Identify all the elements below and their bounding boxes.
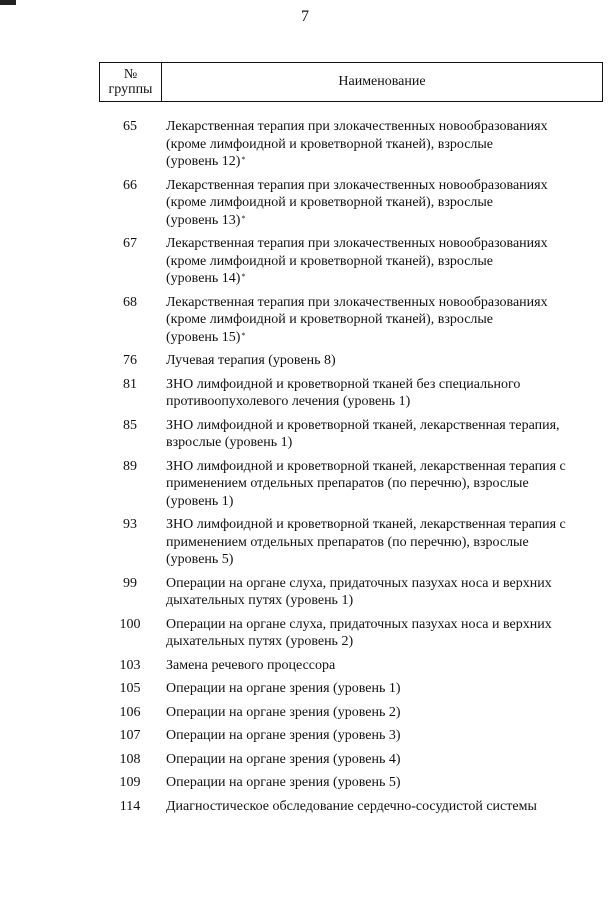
group-name-line — [166, 235, 603, 253]
group-name — [161, 575, 603, 610]
header-name-cell: Наименование — [338, 74, 426, 89]
table-header — [99, 62, 603, 102]
group-name-line — [166, 253, 603, 271]
group-name-text: (кроме лимфоидной и кроветворной тканей), взрослые — [166, 195, 494, 210]
group-name-line — [166, 680, 603, 698]
group-name-text: Замена речевого процессора — [166, 657, 336, 673]
group-name-text: применением отдельных препаратов (по перечню), взрослые — [166, 476, 529, 491]
table-row — [99, 235, 603, 288]
footnote-mark: * — [241, 213, 246, 223]
group-name-line — [166, 311, 603, 329]
group-number: 114 — [119, 798, 141, 814]
group-name — [161, 680, 603, 698]
group-name-text: (кроме лимфоидной и кроветворной тканей), взрослые — [166, 312, 494, 327]
group-number: 66 — [123, 177, 137, 193]
table-row — [99, 704, 603, 722]
page-number: 7 — [301, 8, 309, 25]
group-name-line — [166, 212, 603, 230]
group-name-line — [166, 458, 603, 476]
group-name — [161, 798, 603, 816]
group-name — [161, 727, 603, 745]
group-name-text: Операции на органе слуха, придаточных пазухах носа и верхних — [166, 616, 552, 632]
group-name — [161, 458, 603, 511]
group-name-text: Лекарственная терапия при злокачественных новообразованиях — [166, 177, 548, 193]
footnote-mark: * — [241, 155, 246, 164]
group-name-text: (уровень 1) — [166, 493, 234, 509]
table-row — [99, 417, 603, 452]
group-name-line — [166, 727, 603, 745]
group-name-line — [166, 417, 603, 435]
group-name-line — [166, 329, 603, 347]
table-row — [99, 575, 603, 610]
group-name — [161, 516, 603, 569]
group-name-line — [166, 376, 603, 394]
header-group-number-line2: группы — [108, 82, 153, 97]
group-number: 105 — [119, 681, 141, 696]
group-number: 81 — [123, 376, 137, 392]
group-name-text: противоопухолевого лечения (уровень 1) — [166, 394, 411, 409]
group-name-text: Диагностическое обследование сердечно-сосудистой системы — [166, 798, 537, 814]
group-list — [99, 118, 603, 821]
group-name-line — [166, 774, 603, 792]
group-name — [161, 417, 603, 452]
group-name-text: ЗНО лимфоидной и кроветворной тканей, лекарственная терапия, — [166, 417, 560, 433]
group-name — [161, 177, 603, 230]
group-number: 109 — [119, 775, 141, 790]
group-name-text: Лучевая терапия (уровень 8) — [166, 353, 336, 368]
group-number: 93 — [123, 517, 137, 532]
group-name-line — [166, 294, 603, 312]
group-name-text: Лекарственная терапия при злокачественных новообразованиях — [166, 294, 548, 310]
group-name-line — [166, 616, 603, 634]
group-name-line — [166, 704, 603, 722]
table-row — [99, 458, 603, 511]
table-row — [99, 376, 603, 411]
table-row — [99, 118, 603, 171]
group-name-text: Операции на органе слуха, придаточных пазухах носа и верхних — [166, 575, 552, 591]
group-number: 68 — [123, 294, 137, 310]
group-name-line — [166, 592, 603, 610]
group-name-text: Операции на органе зрения (уровень 1) — [166, 681, 401, 696]
group-number: 76 — [123, 353, 137, 368]
group-name-line — [166, 657, 603, 675]
group-number: 85 — [123, 417, 137, 433]
group-name-line — [166, 534, 603, 552]
group-name-text: Лекарственная терапия при злокачественных новообразованиях — [166, 119, 548, 134]
group-name-text: (кроме лимфоидной и кроветворной тканей), взрослые — [166, 136, 494, 152]
group-name — [161, 774, 603, 792]
table-row — [99, 516, 603, 569]
group-name-text: применением отдельных препаратов (по перечню), взрослые — [166, 534, 529, 550]
header-group-number-cell — [100, 63, 162, 101]
group-name-line — [166, 136, 603, 154]
group-name-line — [166, 352, 603, 370]
footnote-mark: * — [241, 330, 246, 340]
group-number: 107 — [119, 728, 141, 743]
table-row — [99, 680, 603, 698]
table-row — [99, 727, 603, 745]
group-name — [161, 352, 603, 370]
group-name-text: дыхательных путях (уровень 2) — [166, 634, 354, 649]
group-name-line — [166, 798, 603, 816]
table-row — [99, 177, 603, 230]
group-name-line — [166, 575, 603, 593]
table-row — [99, 294, 603, 347]
group-number: 100 — [119, 616, 141, 632]
group-name — [161, 704, 603, 722]
group-name-text: Операции на органе зрения (уровень 2) — [166, 704, 401, 720]
group-name-text: (уровень 15) — [166, 329, 241, 345]
group-name-line — [166, 475, 603, 493]
group-name-line — [166, 194, 603, 212]
group-name — [161, 118, 603, 171]
group-name-text: (кроме лимфоидной и кроветворной тканей), взрослые — [166, 253, 494, 269]
group-name-line — [166, 270, 603, 288]
group-name-text: дыхательных путях (уровень 1) — [166, 593, 354, 608]
group-name-line — [166, 493, 603, 511]
scan-corner-mark — [0, 0, 16, 5]
group-name-text: Операции на органе зрения (уровень 4) — [166, 751, 401, 767]
group-name — [161, 616, 603, 651]
table-row — [99, 798, 603, 816]
group-number: 65 — [123, 119, 137, 134]
group-name — [161, 294, 603, 347]
group-name — [161, 657, 603, 675]
group-name-text: (уровень 13) — [166, 212, 241, 228]
group-name — [161, 235, 603, 288]
group-name-text: (уровень 5) — [166, 552, 234, 567]
group-name-text: ЗНО лимфоидной и кроветворной тканей без специального — [166, 376, 521, 392]
group-number: 89 — [123, 458, 137, 474]
table-row — [99, 751, 603, 769]
group-name — [161, 751, 603, 769]
group-name-line — [166, 551, 603, 569]
group-name-text: Лекарственная терапия при злокачественных новообразованиях — [166, 236, 548, 251]
group-name-text: ЗНО лимфоидной и кроветворной тканей, лекарственная терапия с — [166, 517, 566, 532]
table-row — [99, 616, 603, 651]
table-row — [99, 774, 603, 792]
group-name-text: (уровень 14) — [166, 271, 241, 286]
footnote-mark: * — [241, 272, 246, 281]
table-row — [99, 657, 603, 675]
group-number: 108 — [119, 751, 141, 767]
header-group-number-line1: № — [123, 67, 138, 82]
group-name-line — [166, 153, 603, 171]
group-name-text: взрослые (уровень 1) — [166, 435, 293, 450]
group-number: 103 — [119, 657, 141, 673]
group-number: 67 — [123, 236, 137, 251]
group-name — [161, 376, 603, 411]
group-name-line — [166, 434, 603, 452]
group-number: 99 — [123, 575, 137, 591]
group-name-line — [166, 118, 603, 136]
group-name-line — [166, 751, 603, 769]
group-name-text: (уровень 12) — [166, 154, 241, 169]
group-number: 106 — [119, 704, 141, 720]
group-name-text: Операции на органе зрения (уровень 5) — [166, 775, 401, 790]
group-name-line — [166, 516, 603, 534]
table-row — [99, 352, 603, 370]
group-name-line — [166, 177, 603, 195]
group-name-line — [166, 633, 603, 651]
group-name-line — [166, 393, 603, 411]
group-name-text: Операции на органе зрения (уровень 3) — [166, 728, 401, 743]
group-name-text: ЗНО лимфоидной и кроветворной тканей, лекарственная терапия с — [166, 458, 566, 474]
